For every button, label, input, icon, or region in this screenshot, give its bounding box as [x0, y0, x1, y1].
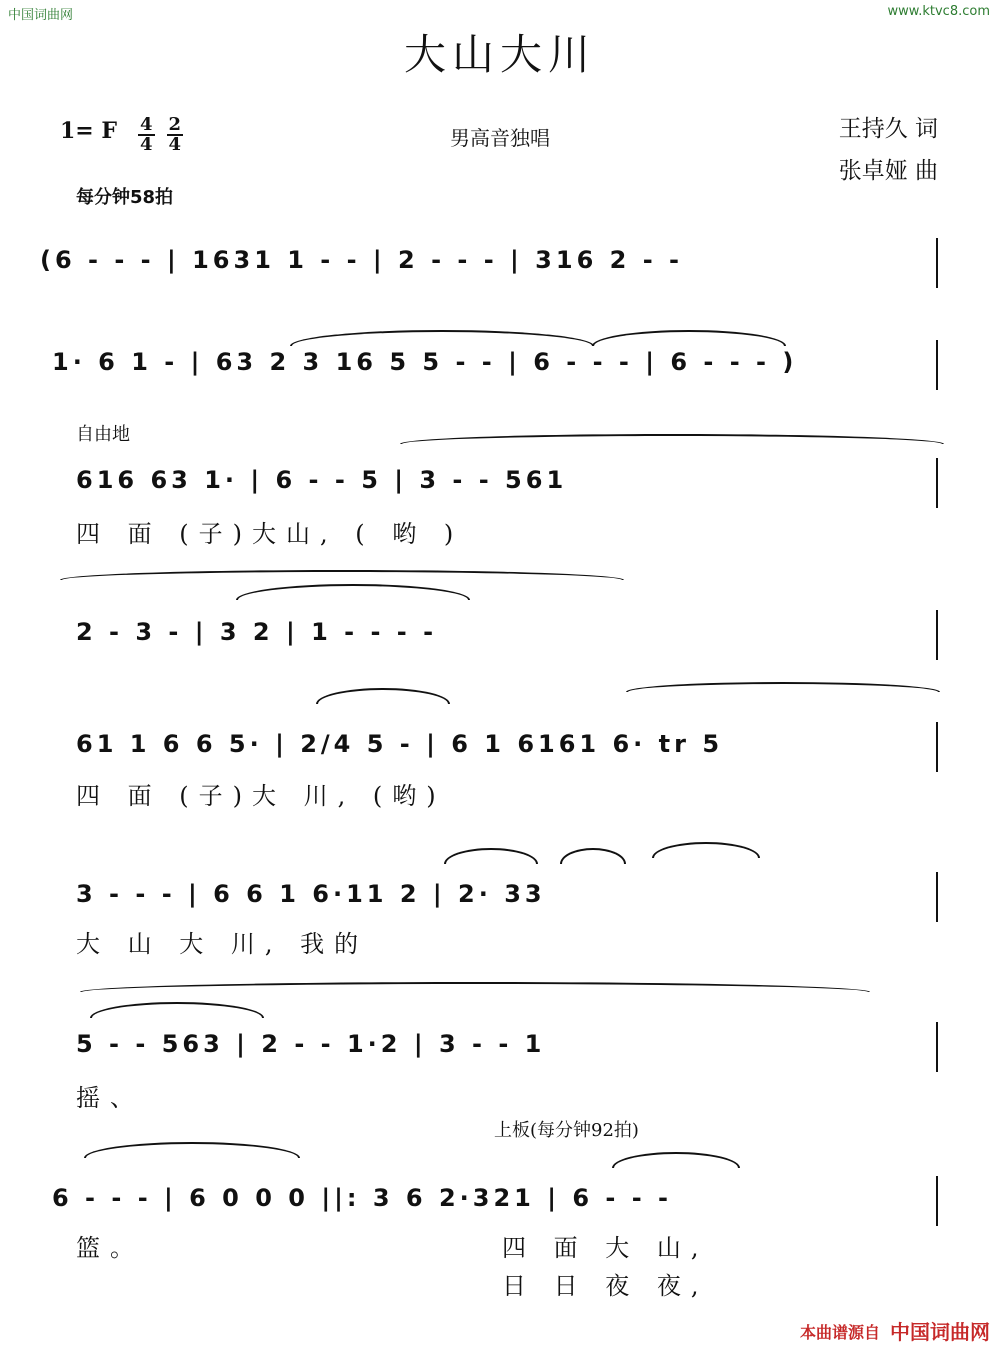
lyric-line-verse-2: 日 日 夜 夜,: [502, 1272, 709, 1300]
staff-system-7: [40, 1022, 960, 1082]
song-title: 大山大川: [403, 30, 596, 79]
slur-mark: [236, 584, 470, 600]
slur-mark: [60, 570, 624, 580]
slur-mark: [290, 330, 594, 346]
slur-mark: [652, 842, 760, 858]
slur-mark: [592, 330, 786, 346]
time-signature-1: $\frac{4}{4}$: [140, 114, 153, 155]
time-signature-2: $\frac{2}{4}$: [168, 114, 182, 155]
staff-system-1: [40, 238, 960, 298]
slur-mark: [400, 434, 944, 444]
bar-line: [936, 872, 938, 922]
notation-line: 616 63 1· | 6 - - 5 | 3 - - 561: [76, 466, 568, 494]
slur-mark: [444, 848, 538, 864]
lyric-line: 摇、: [76, 1084, 144, 1112]
expression-marking: 自由地: [76, 424, 130, 445]
staff-system-3: [40, 458, 960, 518]
staff-system-2: [40, 340, 960, 400]
notation-line: 1· 6 1 - | 63 2 3 16 5 5 - - | 6 - - - | 6 - - - ): [52, 348, 798, 376]
staff-system-8: [40, 1176, 960, 1236]
key-signature: 1= F: [60, 118, 118, 144]
composer-credit: 张卓娅 曲: [838, 158, 938, 184]
lyric-line: 篮。: [76, 1234, 144, 1262]
notation-line: (6 - - - | 1631 1 - - | 2 - - - | 316 2 - -: [40, 246, 683, 274]
bar-line: [936, 610, 938, 660]
slur-mark: [560, 848, 626, 864]
lyric-line: 四 面 (子)大山, ( 哟 ): [76, 520, 464, 548]
slur-mark: [80, 982, 870, 992]
performance-note: 男高音独唱: [450, 126, 550, 150]
notation-line: 3 - - - | 6 6 1 6·11 2 | 2· 33: [76, 880, 546, 908]
staff-system-5: [40, 722, 960, 782]
lyric-line: 大 山 大 川, 我的: [76, 930, 369, 958]
tempo-change-marking: 上板(每分钟92拍): [494, 1120, 639, 1141]
staff-system-4: [40, 610, 960, 670]
lyricist-credit: 王持久 词: [838, 116, 938, 142]
slur-mark: [84, 1142, 300, 1158]
slur-mark: [626, 682, 940, 692]
bar-line: [936, 1022, 938, 1072]
lyric-line-verse-1: 四 面 大 山,: [502, 1234, 709, 1262]
bar-line: [936, 1176, 938, 1226]
footer-source-label: 本曲谱源自: [799, 1323, 880, 1342]
bar-line: [936, 458, 938, 508]
staff-system-6: [40, 872, 960, 932]
footer-site-link[interactable]: 中国词曲网: [890, 1320, 990, 1344]
bar-line: [936, 340, 938, 390]
bar-line: [936, 238, 938, 288]
slur-mark: [90, 1002, 264, 1018]
notation-line: 2 - 3 - | 3 2 | 1 - - - -: [76, 618, 438, 646]
notation-line: 6 - - - | 6 0 0 0 ||: 3 6 2·321 | 6 - - -: [52, 1184, 672, 1212]
notation-line: 5 - - 563 | 2 - - 1·2 | 3 - - 1: [76, 1030, 546, 1058]
slur-mark: [612, 1152, 740, 1168]
site-watermark-left: 中国词曲网: [8, 8, 74, 23]
tempo-marking: 每分钟58拍: [76, 187, 174, 208]
notation-line: 61 1 6 6 5· | 2/4 5 - | 6 1 6161 6· tr 5: [76, 730, 724, 758]
site-watermark-right: www.ktvc8.com: [887, 4, 990, 19]
slur-mark: [316, 688, 450, 704]
bar-line: [936, 722, 938, 772]
lyric-line: 四 面 (子)大 川, (哟): [76, 782, 446, 810]
